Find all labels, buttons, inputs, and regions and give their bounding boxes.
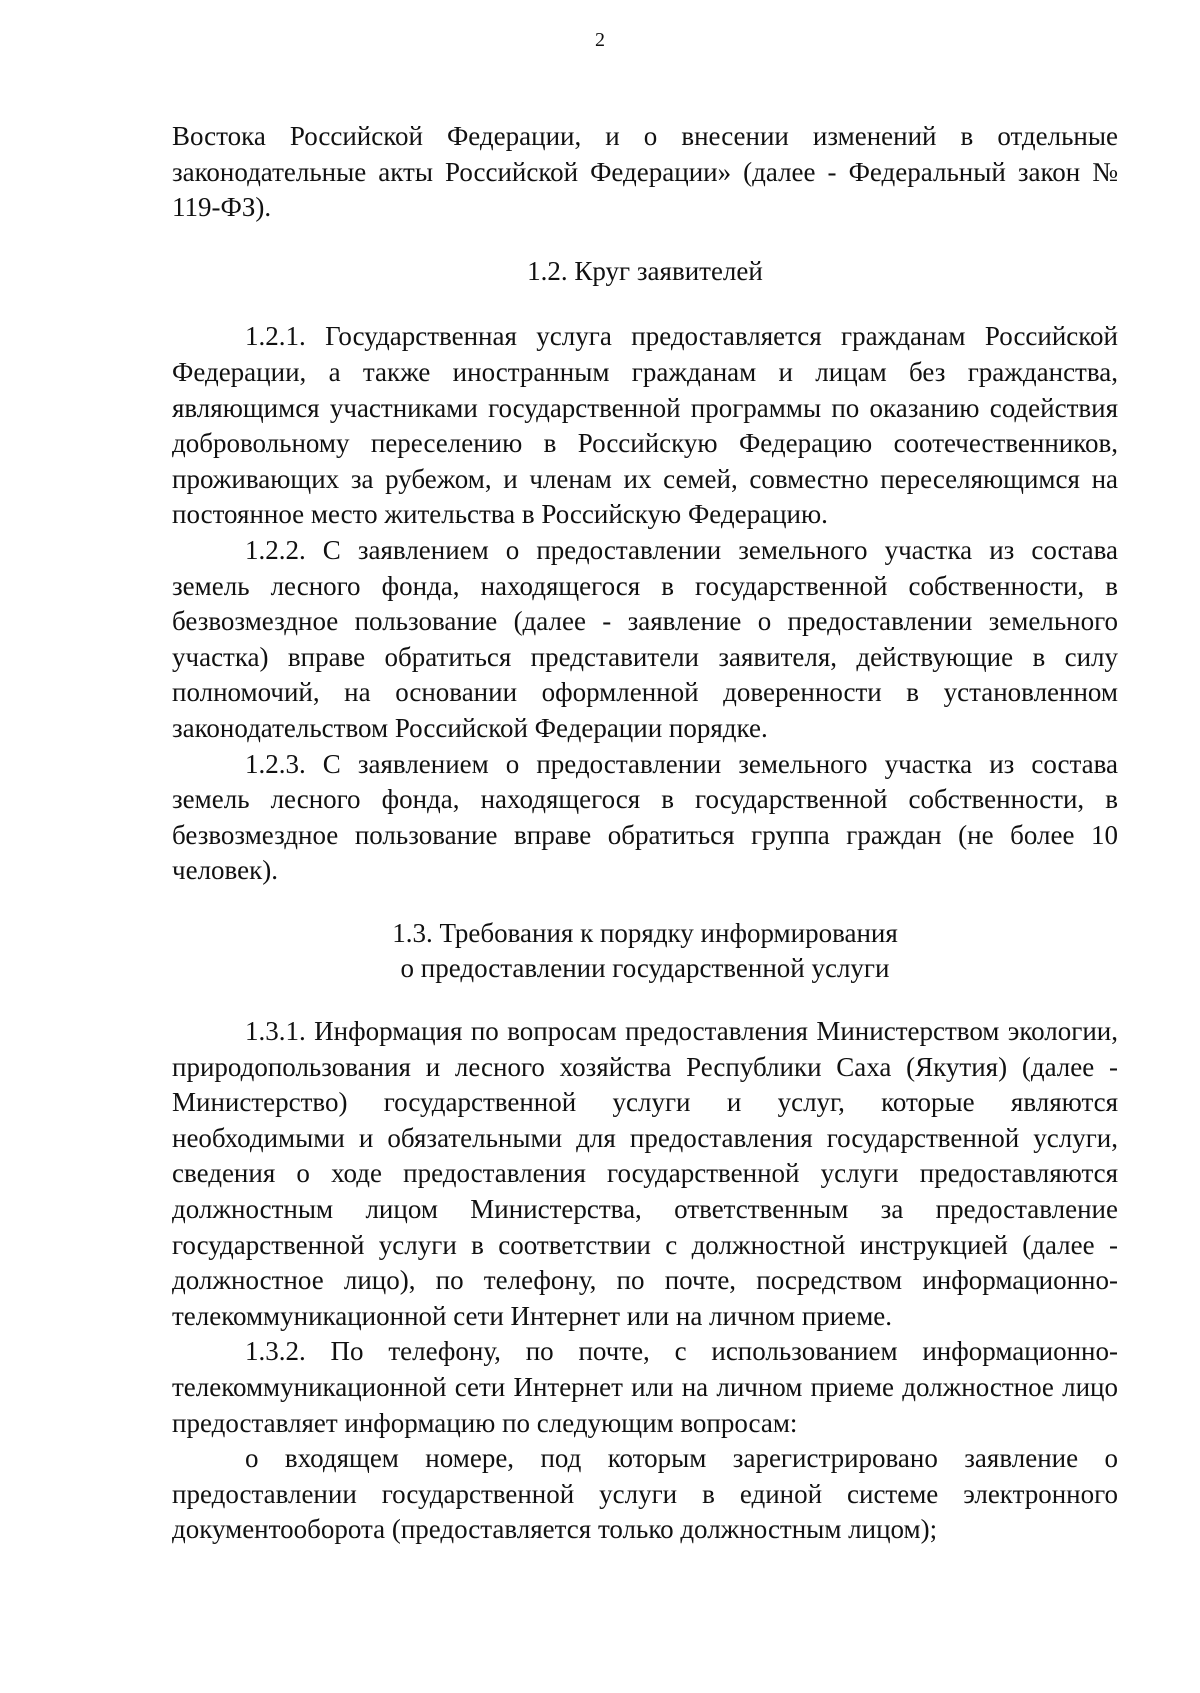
paragraph-1-2-1: 1.2.1. Государственная услуга предоставляется гражданам Российской Федерации, а также иностранным гражданам и лицам без гражданства, являющимся участниками государственной программы по оказанию содействия добровольному переселению в Российскую Федерацию соотечественников, проживающих за рубежом, и членам их семей, совместно переселяющимся на постоянное место жительства в Российскую Федерацию. xyxy=(172,321,1118,530)
paragraph-1-3-2: 1.3.2. По телефону, по почте, с использованием информационно-телекоммуникационной сети Интернет или на личном приеме должностное лицо предоставляет информацию по следующим вопросам: xyxy=(172,1336,1118,1438)
section-1-3-heading-line2: о предоставлении государственной услуги xyxy=(400,953,890,984)
document-body xyxy=(172,119,1118,1548)
intro-paragraph: Востока Российской Федерации, и о внесении изменений в отдельные законодательные акты Российской Федерации» (далее - Федеральный закон № 119-ФЗ). xyxy=(172,121,1118,223)
paragraph-1-2-3: 1.2.3. С заявлением о предоставлении земельного участка из состава земель лесного фонда, находящегося в государственной собственности, в безвозмездное пользование вправе обратиться группа граждан (не более 10 человек). xyxy=(172,748,1118,886)
section-1-3-heading-line1: 1.3. Требования к порядку информирования xyxy=(392,917,898,948)
page-number: 2 xyxy=(595,29,605,51)
paragraph-1-3-1: 1.3.1. Информация по вопросам предоставления Министерством экологии, природопользования и лесного хозяйства Республики Саха (Якутия) (далее - Министерство) государственной услуги и услуг, которые являются необходимыми и обязательными для предоставления государственной услуги, сведения о ходе предоставления государственной услуги предоставляются должностным лицом Министерства, ответственным за предоставление государственной услуги в соответствии с должностной инструкцией (далее - должностное лицо), по телефону, по почте, посредством информационно-телекоммуникационной сети Интернет или на личном приеме. xyxy=(172,1016,1118,1331)
section-1-3-heading xyxy=(172,916,1118,987)
paragraph-incoming-number: о входящем номере, под которым зарегистрировано заявление о предоставлении государственной услуги в единой системе электронного документооборота (предоставляется только должностным лицом); xyxy=(172,1443,1118,1545)
paragraph-1-2-2: 1.2.2. С заявлением о предоставлении земельного участка из состава земель лесного фонда, находящегося в государственной собственности, в безвозмездное пользование (далее - заявление о предоставлении земельного участка) вправе обратиться представители заявителя, действующие в силу полномочий, на основании оформленной доверенности в установленном законодательством Российской Федерации порядке. xyxy=(172,534,1118,743)
section-1-2-heading: 1.2. Круг заявителей xyxy=(527,255,763,286)
